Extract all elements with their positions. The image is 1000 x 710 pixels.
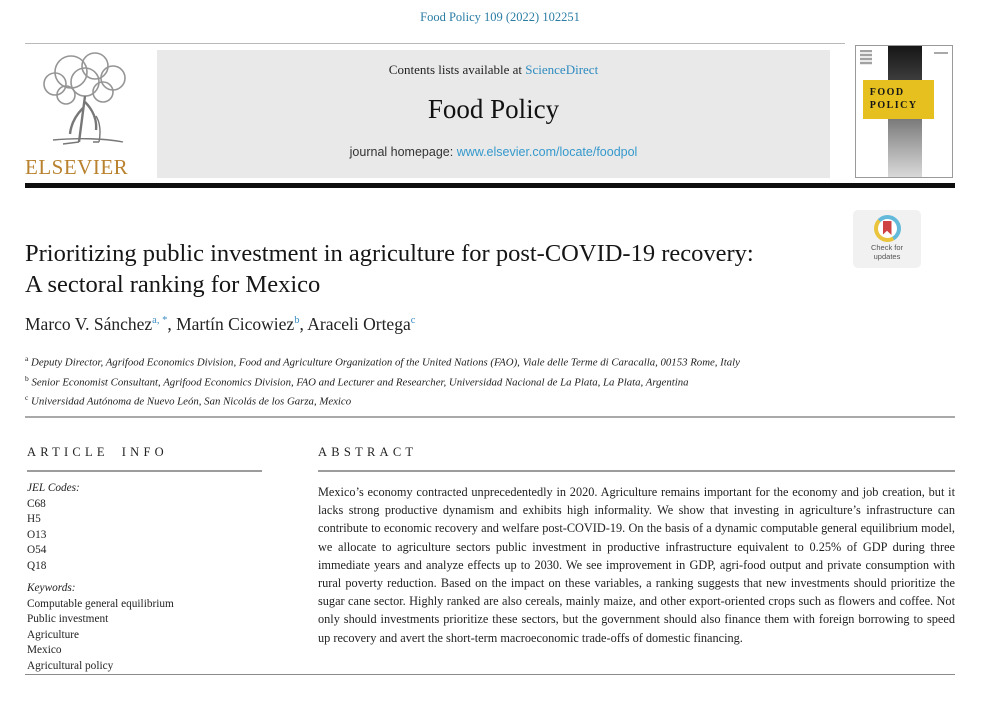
jel-code: O54 [27,544,47,556]
homepage-line [157,145,830,159]
spacer [27,574,292,581]
cover-title-line1: FOOD [869,87,905,99]
article-title [25,238,875,300]
bookmark-icon [883,221,892,235]
elsevier-logo [25,50,153,180]
jel-codes-label: JEL Codes: [27,482,80,494]
affiliation-text: Deputy Director, Agrifood Economics Division, Food and Agriculture Organization of the United Nations (FAO), Viale delle Terme di Caracalla, 00153 Rome, Italy [28,356,740,369]
affiliation-marker: c [25,393,29,403]
keyword: Agricultural policy [27,659,114,672]
keyword: Computable general equilibrium [27,597,174,610]
journal-homepage-link[interactable]: www.elsevier.com/locate/foodpol [456,145,638,159]
jel-code: Q18 [27,559,47,572]
abstract-heading: ABSTRACT [318,445,418,459]
article-info-section [27,445,292,674]
jel-code: H5 [27,513,41,525]
article-title-line1: Prioritizing public investment in agriculture for post-COVID-19 recovery: [25,240,754,267]
affiliation-row [25,371,945,391]
affiliation-text: Universidad Autónoma de Nuevo León, San Nicolás de los Garza, Mexico [28,395,352,408]
author-name: Martín Cicowiez [176,314,295,334]
author-affil-ref[interactable]: b [294,315,300,327]
crossmark-inner [878,219,897,238]
check-updates-label-line1: Check for [870,243,904,252]
author-separator: , [167,314,177,334]
author-separator: , [299,314,308,334]
cover-title-band [863,80,934,119]
check-updates-label-line2: updates [873,252,901,261]
contents-line [157,62,830,78]
author-affil-ref[interactable]: a, * [152,315,168,327]
affiliation-marker: b [25,373,29,383]
author-name: Marco V. Sánchez [25,314,153,334]
contents-prefix: Contents lists available at [388,62,526,77]
article-info-heading: ARTICLE INFO [27,445,168,459]
journal-name: Food Policy [427,94,560,124]
cover-title-line2: POLICY [869,99,918,111]
abstract-text: Mexico’s economy contracted unprecedentedly in 2020. Agriculture remains important for the economy and job creation, but it lacks strong productive dynamism and exhibits high informality. We show that investing in agriculture’s infrastructure can contribute to economic recovery and welfare post-COVID-19. On the basis of a dynamic computable general equilibrium model, we allocate to agriculture sectors public investment in productive infrastructure equivalent to 0.25% of GDP during three immediate years and analyze effects up to 2030. We see improvement in GDP, agri-food output and private consumption with rural poverty reduction. Based on the impact on these variables, a ranking suggests that new investments should prioritize the sugar cane sector. Highly ranked are also cereals, mainly maize, and other export-oriented crops such as flowers and coffee. Not only should investments prioritize these sectors, but the government should also finance them with foreign borrowing to speed up recovery and avert the short-term macroeconomic trade-offs of domestic financing. [318,485,955,645]
affiliations-divider [25,416,955,418]
header-top-rule [25,43,845,44]
sciencedirect-link[interactable]: ScienceDirect [525,62,599,77]
affiliation-marker: a [25,354,29,363]
crossmark-icon [874,215,901,242]
keyword: Public investment [27,613,109,625]
affiliation-row [25,351,945,371]
journal-cover-thumbnail[interactable] [855,45,953,178]
journal-banner [157,50,830,178]
jel-code: O13 [27,528,47,541]
elsevier-tree-icon [33,50,143,150]
article-title-line2: A sectoral ranking for Mexico [25,271,321,298]
elsevier-wordmark: ELSEVIER [25,155,129,179]
keyword: Mexico [27,644,62,656]
affiliation-row [25,390,945,410]
author-affil-ref[interactable]: c [410,315,416,327]
header-black-bar [25,183,955,188]
affiliations [25,351,945,410]
cover-elsevier-emblem-icon [860,50,872,65]
section-bottom-rule [25,674,955,675]
keywords-label: Keywords: [27,582,76,594]
author-name: Araceli Ortega [307,314,411,334]
cover-meta-marks [934,52,948,54]
affiliation-text: Senior Economist Consultant, Agrifood Economics Division, FAO and Lecturer and Researcher, Universidad Nacional de La Plata, La Plata, Argentina [28,376,689,389]
journal-citation-link[interactable]: Food Policy 109 (2022) 102251 [420,10,580,24]
article-info-body [27,481,292,674]
keyword: Agriculture [27,628,80,641]
abstract-rule [318,470,955,472]
authors-line [25,314,415,335]
article-info-rule [27,470,262,472]
homepage-prefix: journal homepage: [349,145,457,159]
abstract-section [318,445,955,647]
jel-code: C68 [27,497,46,510]
